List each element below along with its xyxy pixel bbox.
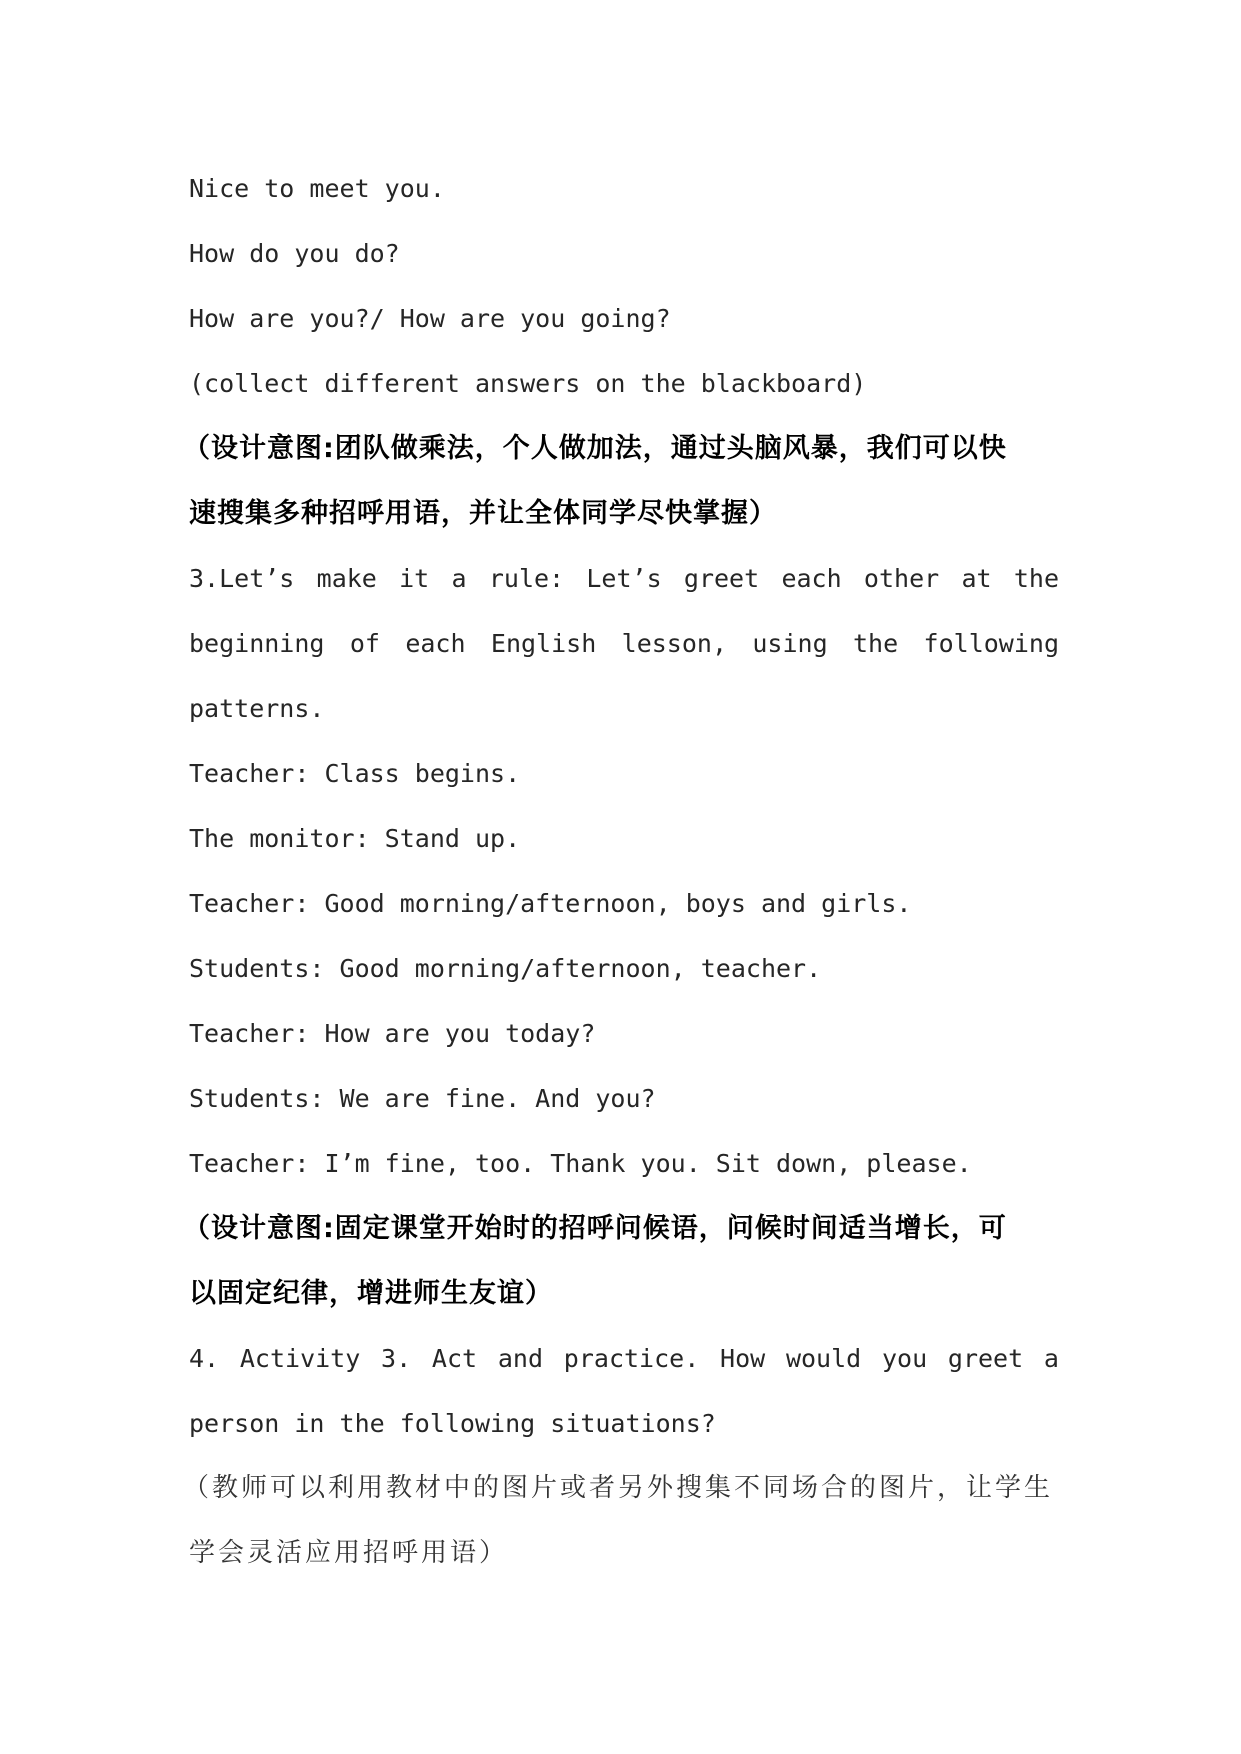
dialogue-line: The monitor: Stand up. bbox=[189, 824, 521, 853]
document-body bbox=[183, 156, 1059, 1586]
dialogue-line: Teacher: Good morning/afternoon, boys and girls. bbox=[189, 889, 912, 918]
dialogue-line: Teacher: I’m fine, too. Thank you. Sit down, please. bbox=[189, 1149, 972, 1178]
text-line: How are you?/ How are you going? bbox=[189, 304, 671, 333]
dialogue-line: Teacher: Class begins. bbox=[189, 759, 521, 788]
dialogue-line: Teacher: How are you today? bbox=[189, 1019, 596, 1048]
text-line: How do you do? bbox=[189, 239, 400, 268]
text-line: patterns. bbox=[189, 694, 325, 723]
design-intent-note: 以固定纪律，增进师生友谊） bbox=[189, 1278, 553, 1309]
design-intent-note: （设计意图:固定课堂开始时的招呼问候语，问候时间适当增长，可 bbox=[183, 1213, 1007, 1244]
text-line: beginning of each English lesson, using the following bbox=[189, 629, 1059, 658]
text-line: (collect different answers on the blackboard) bbox=[189, 369, 867, 398]
text-line: person in the following situations? bbox=[189, 1409, 716, 1438]
text-line: Nice to meet you. bbox=[189, 174, 445, 203]
text-line: 3.Let’s make it a rule: Let’s greet each other at the bbox=[189, 564, 1059, 593]
teacher-hint: （教师可以利用教材中的图片或者另外搜集不同场合的图片，让学生 bbox=[183, 1473, 1054, 1503]
teacher-hint: 学会灵活应用招呼用语） bbox=[189, 1538, 509, 1568]
text-line: 4. Activity 3. Act and practice. How would you greet a bbox=[189, 1344, 1059, 1373]
dialogue-line: Students: We are fine. And you? bbox=[189, 1084, 656, 1113]
dialogue-line: Students: Good morning/afternoon, teacher. bbox=[189, 954, 822, 983]
design-intent-note: （设计意图:团队做乘法，个人做加法，通过头脑风暴，我们可以快 bbox=[183, 433, 1007, 464]
design-intent-note: 速搜集多种招呼用语，并让全体同学尽快掌握） bbox=[189, 498, 777, 529]
